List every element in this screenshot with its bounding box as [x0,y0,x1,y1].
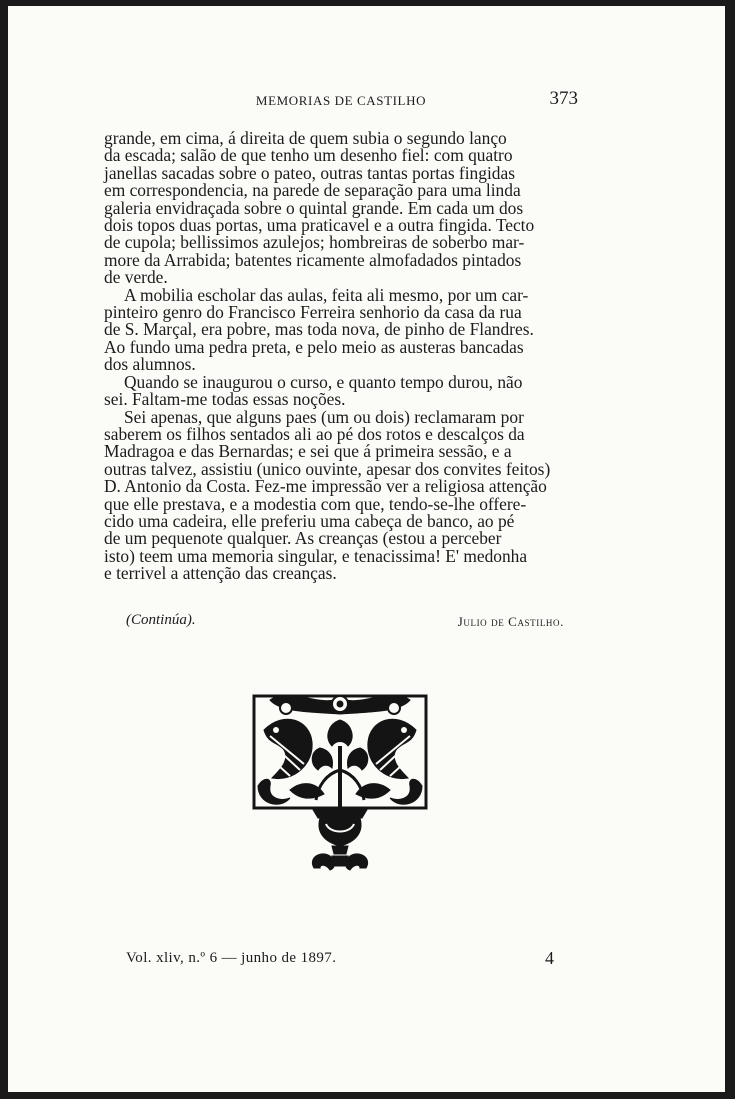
floral-vase-ornament-icon [250,690,430,872]
author-name: Julio de Castilho. [457,614,564,629]
paragraph: Quando se inaugurou o curso, e quanto tempo durou, não sei. Faltam-me todas essas noções. [104,371,523,410]
page-footer [126,950,554,972]
document-page [8,6,725,1092]
signoff [126,612,564,632]
body-text [104,130,578,583]
paragraph: grande, em cima, á direita de quem subia o segundo lanço da escada; salão de que tenho um desenho fiel: com quatro janellas sacadas sobre o pateo, outras tantas portas fingidas em correspondencia, na parede de separação para uma linda galeria envidraçada sobre o quintal grande. Em cada um dos dois topos duas portas, uma praticavel e a outra fingida. Tecto de cupola; bellissimos azulejos; hombreiras de soberbo mar- more da Arrabida; batentes ricamente almofadados pintados de verde. [104,128,535,288]
paragraph: A mobilia escholar das aulas, feita ali mesmo, por um car- pinteiro genro do Francisco Ferreira senhorio da casa da rua de S. Marçal, era pobre, mas toda nova, de pinho de Flandres. Ao fundo uma pedra preta, e pelo meio as austeras bancadas dos alumnos. [104,284,534,375]
continua-note: (Continúa). [126,612,196,628]
page-header [104,90,578,110]
running-title: MEMORIAS DE CASTILHO [255,93,427,108]
paragraph: Sei apenas, que alguns paes (um ou dois) reclamaram por saberem os filhos sentados ali ao pé dos rotos e descalços da Madragoa e das Bernardas; e sei que á primeira sessão, e a outras talvez, assistiu (unico ouvinte, apesar dos convites feitos) D. Antonio da Costa. Fez-me impressão ver a religiosa attenção que elle prestava, e a modestia com que, tendo-se-lhe offere- cido uma cadeira, elle preferiu uma cabeça de banco, ao pé de um pequenote qualquer. As creanças (estou a perceber isto) teem uma memoria singular, e tenacissima! E' medonha e terrivel a attenção das creanças. [104,406,551,584]
page-number: 373 [549,88,578,109]
issue-line: Vol. xliv, n.º 6 — junho de 1897. [126,950,337,966]
signature-mark: 4 [545,948,554,968]
